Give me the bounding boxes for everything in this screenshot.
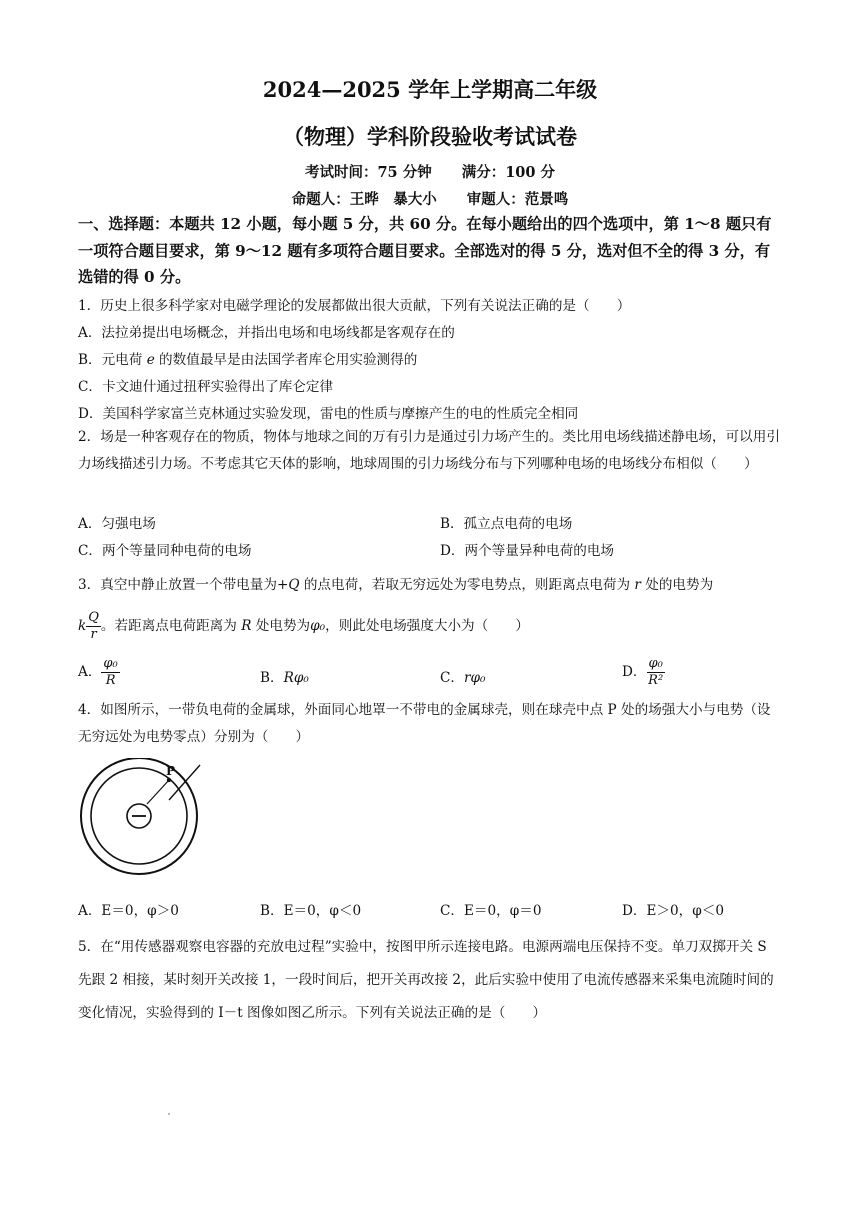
q3-stem-pre: 3．真空中静止放置一个带电量为 (78, 577, 277, 593)
q3-frac-den: r (90, 627, 97, 642)
q3-option-a-frac (101, 656, 119, 689)
q4-figure (76, 758, 216, 878)
q3-R: R (241, 618, 252, 634)
exam-title-line1: 2024—2025 学年上学期高二年级 (262, 77, 598, 102)
q1-option-b-var: e (146, 352, 155, 368)
q3-frac-num: Q (88, 610, 99, 625)
q1-option-a: A．法拉弟提出电场概念，并指出电场和电场线都是客观存在的 (78, 325, 455, 341)
q1-option-b (78, 348, 782, 368)
q5-stem: 5．在“用传感器观察电容器的充放电过程”实验中，按图甲所示连接电路。电源两端电压保持不变。单刀双掷开关 S 先跟 2 相接，某时刻开关改接 1，一段时间后，把开关再改接 2，此后实验中使用了电流传感器来采集电流随时间的变化情况，实验得到的 I－t 图像如图乙所示。下列有关说法正确的是（ ） (78, 939, 774, 1021)
point-p-dot (167, 778, 171, 782)
q4-option-a: A．E＝0，φ＞0 (78, 903, 179, 919)
q4-option-b: B．E＝0，φ＜0 (260, 903, 362, 919)
q2-stem: 2．场是一种客观存在的物质，物体与地球之间的万有引力是通过引力场产生的。类比用电场线描述静电场，可以用引力场线描述引力场。不考虑其它天体的影响，地球周围的引力场线分布与下列哪种电场的电场线分布相似（ ） (78, 429, 780, 472)
q3-option-c-label: C． (440, 670, 464, 686)
q1-option-b-post: 的数值最早是由法国学者库仑用实验测得的 (154, 352, 418, 368)
q3-option-c-val: rφ₀ (464, 670, 486, 686)
question-setters: 命题人：王晔 暴大小 (291, 191, 437, 208)
q3-frac (86, 610, 101, 643)
q3-stem-line2 (78, 610, 782, 643)
q3-option-a-den: R (105, 673, 116, 688)
q2-option-a: A．匀强电场 (78, 516, 156, 532)
q1-option-c: C．卡文迪什通过扭秤实验得出了库仑定律 (78, 379, 334, 395)
q2-option-c: C．两个等量同种电荷的电场 (78, 543, 252, 559)
exam-time-score (0, 161, 860, 182)
full-score: 满分：100 分 (461, 164, 556, 181)
q3-option-d (622, 656, 665, 689)
q4-option-c: C．E＝0，φ＝0 (440, 903, 542, 919)
q3-stem (78, 573, 782, 593)
q1-option-d: D．美国科学家富兰克林通过实验发现，雷电的性质与摩擦产生的电的性质完全相同 (78, 406, 579, 422)
q2-option-b: B．孤立点电荷的电场 (440, 516, 573, 532)
q3-option-c (440, 666, 485, 686)
q3-line2-mid: 处电势为 (251, 618, 311, 634)
q3-option-a-label: A． (78, 664, 102, 680)
reviewer: 审题人：范景鸣 (466, 191, 569, 208)
q1-option-b-pre: B．元电荷 (78, 352, 147, 368)
q3-option-b (260, 666, 309, 686)
section1-heading: 一、选择题：本题共 12 小题，每小题 5 分，共 60 分。在每小题给出的四个选项中，第 1～8 题只有一项符合题目要求，第 9～12 题有多项符合题目要求。全部选对的得 5 分，选对但不全的得 3 分，有选错的得 0 分。 (78, 215, 772, 286)
point-p-label: P (166, 764, 176, 778)
q3-option-d-label: D． (622, 664, 647, 680)
scan-speck (168, 1113, 170, 1115)
q3-option-d-frac (647, 656, 665, 689)
q3-charge: +Q (276, 577, 300, 593)
q2-option-d: D．两个等量异种电荷的电场 (440, 543, 615, 559)
q4-option-d: D．E＞0，φ＜0 (622, 903, 725, 919)
exam-authors (0, 188, 860, 209)
q3-option-a (78, 656, 120, 689)
q1-stem: 1．历史上很多科学家对电磁学理论的发展都做出很大贡献，下列有关说法正确的是（ ） (78, 298, 631, 314)
q3-option-d-den: R² (648, 673, 664, 688)
q4-stem: 4．如图所示，一带负电荷的金属球，外面同心地罩一不带电的金属球壳，则在球壳中点 P 处的场强大小与电势（设无穷远处为电势零点）分别为（ ） (78, 702, 771, 745)
q3-phi0: φ₀ (310, 618, 326, 634)
radius-line (147, 780, 169, 804)
exam-title-line2: （物理）学科阶段验收考试试卷 (283, 124, 577, 149)
q3-line2-post: ，则此处电场强度大小为（ ） (325, 618, 530, 634)
q3-r: r (634, 577, 641, 593)
q3-line2-pre: 。若距离点电荷距离为 (100, 618, 242, 634)
exam-time: 考试时间：75 分钟 (304, 164, 432, 181)
q3-option-b-val: Rφ₀ (283, 670, 309, 686)
q3-stem-mid: 的点电荷，若取无穷远处为零电势点，则距离点电荷为 (299, 577, 635, 593)
q3-option-b-label: B． (260, 670, 284, 686)
q3-option-d-num: φ₀ (648, 656, 663, 671)
q3-option-a-num: φ₀ (103, 656, 118, 671)
q3-stem-post: 处的电势为 (640, 577, 714, 593)
q3-k: k (78, 618, 87, 634)
